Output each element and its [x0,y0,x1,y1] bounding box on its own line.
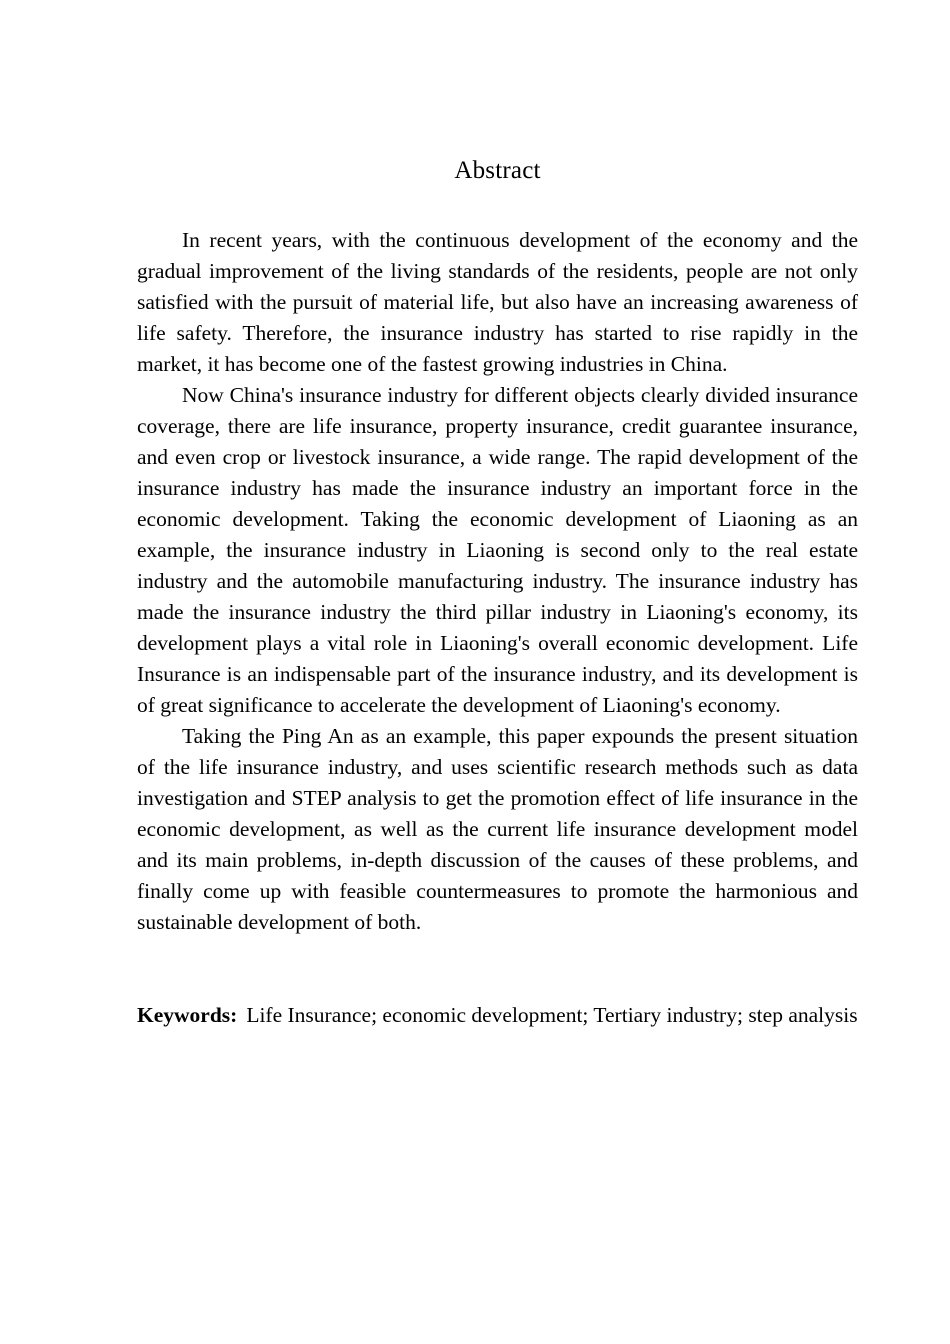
abstract-paragraph-2: Now China's insurance industry for different objects clearly divided insurance coverage, there are life insurance, property insurance, credit guarantee insurance, and even crop or livestock insurance, a wide range. The rapid development of the insurance industry has made the insurance industry an important force in the economic development. Taking the economic development of Liaoning as an example, the insurance industry in Liaoning is second only to the real estate industry and the automobile manufacturing industry. The insurance industry has made the insurance industry the third pillar industry in Liaoning's economy, its development plays a vital role in Liaoning's overall economic development. Life Insurance is an indispensable part of the insurance industry, and its development is of great significance to accelerate the development of Liaoning's economy. [137,383,858,717]
keywords-section [137,1000,858,1031]
abstract-paragraph-3: Taking the Ping An as an example, this paper expounds the present situation of the life insurance industry, and uses scientific research methods such as data investigation and STEP analysis to get the promotion effect of life insurance in the economic development, as well as the current life insurance development model and its main problems, in-depth discussion of the causes of these problems, and finally come up with feasible countermeasures to promote the harmonious and sustainable development of both. [137,724,858,934]
abstract-paragraph-1: In recent years, with the continuous development of the economy and the gradual improvement of the living standards of the residents, people are not only satisfied with the pursuit of material life, but also have an increasing awareness of life safety. Therefore, the insurance industry has started to rise rapidly in the market, it has become one of the fastest growing industries in China. [137,228,858,376]
page-title: Abstract [454,157,541,184]
abstract-body [137,225,858,938]
keywords-line [137,1000,858,1031]
keywords-label: Keywords: [137,1003,238,1027]
page-content [137,0,858,1031]
keywords-value: Life Insurance; economic development; Tertiary industry; step analysis [246,1003,858,1027]
